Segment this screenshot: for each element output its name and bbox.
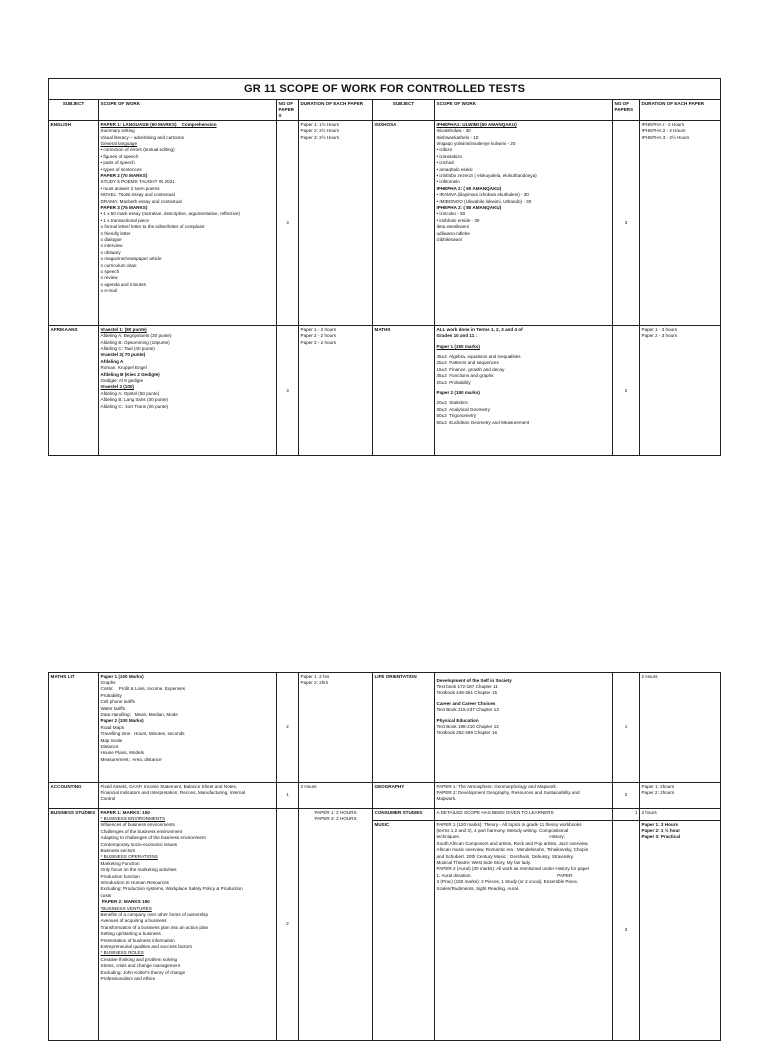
scope-line: • IRAMVA (iilayimani izhokwa ekuthaleni) - 30 — [436, 192, 529, 198]
header-row — [49, 100, 721, 121]
duration-line: Paper 2 - 3 hours — [641, 333, 677, 339]
scope-line: 30±3 Analytical Geometry — [436, 406, 491, 412]
subject-cell: BUSINESS STUDIES — [49, 809, 99, 1041]
table-row — [49, 673, 721, 783]
duration-line: Paper 1 - 3 hours — [641, 326, 677, 332]
table-row — [49, 326, 721, 456]
scope-line: PAPER 1 (120 marks): Theory - All topics in grade 11 theory workbooks — [436, 821, 582, 827]
header-papers: NO OF PAPERS — [277, 100, 299, 121]
scope-line: Probability — [100, 692, 122, 698]
scope-line: PAPER 2 (70 MARKS) — [100, 172, 148, 178]
scope-line: o interview — [100, 243, 123, 249]
scope-line: Career and Career Choices — [436, 700, 496, 706]
scope-cell — [99, 121, 277, 326]
scope-line: House Plans, Models — [100, 750, 144, 756]
scope-line: STUDY 5 POEMS TAUGHT IN 2021 — [100, 179, 175, 185]
scope-line: 20±3 Statistics — [436, 400, 468, 406]
scope-line: Excluding: John Kotter's theory of change — [100, 969, 186, 975]
scope-cell — [99, 783, 277, 809]
scope-line: Professionalism and ethics — [100, 976, 156, 982]
scope-line: o speech — [100, 269, 120, 275]
scope-line: Scales/Rudiments, Sight Reading, Aural. — [436, 885, 520, 891]
duration-line: PAPER 1: 2 HOURS — [314, 809, 357, 815]
table-row — [49, 121, 721, 326]
scope-cell — [99, 673, 277, 783]
scope-line: Grades 10 and 11 : — [436, 333, 478, 339]
scope-line: 1. Aural dictation. PAPER — [436, 872, 573, 878]
scope-line: * BUSINESS ROLES — [100, 950, 144, 956]
scope-line: izibhikiswani — [436, 237, 463, 243]
scope-line: Influences of business environments — [100, 822, 175, 828]
scope-line: o friendly letter — [100, 230, 131, 236]
scope-line: Text book 172-187 Chapter 11 — [436, 683, 498, 689]
scope-line: 20±3 Probability — [436, 379, 471, 385]
duration-line: Paper 2: 2hours — [641, 789, 675, 795]
scope-cell — [435, 821, 613, 1041]
scope-line: • amaqhalo eseisi — [436, 166, 473, 172]
papers-cell: 2 — [277, 809, 299, 1041]
scope-line: Afdeling A: Opstel (50 punte) — [100, 390, 160, 396]
scope-line: • must answer 2 seen poems — [100, 185, 160, 191]
duration-line: IPHEPHA 3 - 2½ Hours — [641, 134, 690, 140]
scope-line: Data Handling: Mean, Median, Mode — [100, 711, 178, 717]
scope-line: Afdeling C: Taal (40 punte) — [100, 345, 155, 351]
scope-line: 15±3 Finance, growth and decay — [436, 366, 505, 372]
scope-line: Ileta esesikweni — [436, 224, 469, 230]
scope-cell — [99, 809, 277, 1041]
scope-line: Entrepreneurial qualities and success factors — [100, 944, 192, 950]
duration-cell — [299, 326, 373, 456]
duration-line: Paper 2 - 2 hours — [300, 333, 336, 339]
header-duration: DURATION OF EACH PAPER — [640, 100, 721, 121]
table-row — [49, 783, 721, 809]
scope-line: Costs: Profit & Loss, Income, Expenses — [100, 686, 186, 692]
page-title: GR 11 SCOPE OF WORK FOR CONTROLLED TESTS — [49, 79, 721, 100]
scope-line: Business sectors — [100, 847, 136, 853]
scope-line: * BUSINESS ENVIRONMENTS — [100, 815, 166, 821]
scope-line: Control — [100, 796, 116, 802]
papers-cell: 3 — [613, 821, 640, 1041]
scope-line: o agenda and minutes — [100, 281, 146, 287]
scope-line: 25±3 Patterns and sequences — [436, 360, 499, 366]
scope-line: NOVEL: Tsotsi essay and contextual — [100, 192, 175, 198]
scope-line: • izimelabizo — [436, 153, 463, 159]
scope-line: Isicatshulwa - 30 — [436, 128, 471, 134]
scope-line: Afdeling B: Lang trans (30 punte) — [100, 397, 168, 403]
scope-line: • izincoko - 50 — [436, 211, 466, 217]
scope-line: PAPER 2 (Aural) (30 marks): All work as mentioned under History for paper — [436, 866, 590, 872]
scope-line: Roman: Kruppel Engel — [100, 365, 147, 371]
header-subject: SUBJECT — [49, 100, 99, 121]
scope-cell — [435, 673, 613, 783]
scope-line: DRAMA: Macbeth essay and contextual — [100, 198, 182, 204]
scope-line: PAPER 2: Development Geography, Resources and Sustainability and — [436, 789, 580, 795]
papers-cell: 1 — [613, 809, 640, 821]
scope-line: General language — [100, 140, 138, 146]
scope-line: Setting up/starting a business — [100, 931, 161, 937]
scope-line: African music overview, Romantic era : Mendelssohn, Tchaikovsky, Chopin — [436, 847, 589, 853]
scope-line: Financial Indicators and Interpretation, Recons, Manufacturing, Internal — [100, 789, 246, 795]
scope-line: 50±3 Euclidean Geometry and Measurement — [436, 419, 530, 425]
scope-cell — [435, 783, 613, 809]
scope-line: Production function — [100, 873, 140, 879]
scope-line: IPHEPHA1: ULWIMI (60 AMANQAKU) — [436, 121, 517, 127]
scope-line: Only focus on the marketing activities — [100, 867, 177, 873]
duration-line: Paper 1: 2hours — [641, 783, 675, 789]
scope-line: costs — [100, 892, 112, 898]
scope-line: IPHEPHA 2: ( 60 AMANQAKU) — [436, 185, 502, 191]
papers-cell: 1 — [613, 673, 640, 783]
scope-line: Creative thinking and problem solving — [100, 956, 178, 962]
duration-line: Paper 1 - 2 hours — [300, 326, 336, 332]
scope-line: IPHEPHA 3: ( 80 AMANQAKU) — [436, 205, 502, 210]
duration-cell: 2 hours — [640, 809, 721, 821]
scope-line: • 1 x 50 mark essay (narrative, descriptive, argumentative, reflective) — [100, 211, 240, 217]
subject-cell: GEOGRAPHY — [373, 783, 435, 809]
duration-cell — [640, 326, 721, 456]
scope-line: Cell phone tariffs — [100, 699, 135, 705]
scope-line: Text Book 198-210 Chapter 12 — [436, 723, 499, 729]
scope-line: Presentation of business information — [100, 937, 175, 943]
duration-cell — [640, 673, 721, 783]
scope-line: PAPER 1: The Atmosphere, Geomorphology and Mapwork. — [436, 783, 558, 789]
subject-cell: MUSIC — [373, 821, 435, 1041]
duration-line: PAPER 2: 2 HOURS — [314, 815, 357, 821]
scope-line: Mapwork. — [436, 796, 457, 802]
scope-line: Marketing Function — [100, 860, 140, 866]
scope-line: • imibhalo emide - 30 — [436, 217, 480, 223]
header-papers: NO OF PAPERS — [613, 100, 640, 121]
scope-line: Contemporary socio-economic issues — [100, 841, 178, 847]
subject-cell: ENGLISH — [49, 121, 99, 326]
scope-line: udliwano-ndlebe — [436, 230, 470, 236]
duration-line: Paper 1: 1½ Hours — [300, 121, 340, 127]
scope-line: Avenues of acquiring a business — [100, 918, 167, 924]
scope-line: Afdeling B (Kies 2 Gedigte) — [100, 371, 160, 377]
scope-line: Map Scale — [100, 737, 123, 743]
scope-cell — [99, 326, 277, 456]
scope-line: Afdeling C: kort Trans (20 punte) — [100, 403, 169, 409]
duration-line: Paper 3 - 2 hours — [300, 339, 336, 345]
duration-cell — [299, 809, 373, 1041]
scope-line: • izihlomelo — [436, 179, 460, 185]
scope-line: o review — [100, 275, 118, 281]
scope-line: Paper 1 (100 Marks) — [100, 673, 144, 679]
scope-table-top — [48, 78, 721, 456]
scope-line: Paper 2 (150 marks) — [436, 389, 480, 395]
table-row — [49, 809, 721, 821]
scope-line: • parts of speech — [100, 160, 135, 166]
header-subject: SUBJECT — [373, 100, 435, 121]
duration-line: 2 Hours — [300, 783, 317, 789]
scope-line: PAPER 1: LANGUAGE (60 MARKS) Comprehension — [100, 121, 217, 127]
papers-cell: 3 — [613, 121, 640, 326]
duration-line: IPHEPHA 2 - 2 Hours — [641, 128, 686, 134]
scope-cell — [435, 326, 613, 456]
scope-line: techniques. History: — [436, 834, 565, 840]
duration-line: Paper 2: 1 ½ hour — [641, 827, 681, 833]
scope-line: Visual literacy – advertising and cartoons — [100, 134, 184, 140]
scope-line: Afdeling B: Opsomming (10punte) — [100, 339, 170, 345]
scope-line: 50±3 Trigonometry — [436, 413, 477, 419]
scope-line: Textbook 248-261 Chapter 15 — [436, 690, 498, 696]
scope-line: Vraestel 3 (100) — [100, 384, 134, 390]
scope-line: Musical Theatre: West Side Story, My fair lady. — [436, 859, 532, 865]
scope-line: Fixed Assets, GAAP, Income Statement, Balance Sheet and Notes, — [100, 783, 238, 789]
duration-line: Paper 2: 2hrs — [300, 679, 329, 685]
header-scope: SCOPE OF WORK — [99, 100, 277, 121]
scope-line: PAPER 1: MARKS: 150 — [100, 809, 150, 815]
scope-line: • figures of speech — [100, 153, 139, 159]
scope-line: PAPER 2: MARKS 150 — [100, 899, 150, 905]
scope-line: ALL work done in Terms 1, 2, 3 and 4 of — [436, 326, 523, 332]
scope-line: Textbook 262-269 Chapter 16 — [436, 730, 498, 736]
scope-line: Introduction to Human Resources — [100, 879, 169, 885]
scope-line: 45±3 Algebra, equations and inequalities — [436, 353, 521, 359]
duration-cell — [299, 783, 373, 809]
scope-line: Paper 1 (150 marks) — [436, 343, 480, 349]
scope-line: • izichazi — [436, 160, 455, 166]
scope-line: Development of the Self in Society — [436, 677, 512, 683]
scope-line: • izintlobo zezenzi ( elokuyalela, elokuthandonya) — [436, 172, 537, 178]
scope-line: Measurement; Area, distance — [100, 756, 162, 762]
scope-line: Road Maps — [100, 724, 124, 730]
papers-cell: 2 — [613, 326, 640, 456]
scope-line: o curriculum vitae — [100, 262, 137, 268]
duration-line: Paper 1: 2 hrs — [300, 673, 330, 679]
duration-line: IPHEPHA I - 2 Hours — [641, 121, 685, 127]
scope-line: Imigaqo yolwimi/inxalenye kolwimi - 20 — [436, 140, 516, 146]
duration-line: 2 Hours — [641, 673, 658, 679]
scope-line: o magazine/newspaper article — [100, 256, 162, 262]
subject-cell: MATHS — [373, 326, 435, 456]
scope-cell: A DETAILED SCOPE HAS BEEN GIVEN TO LEARNERS — [435, 809, 613, 821]
scope-line: o dialogue — [100, 237, 122, 243]
duration-line: Paper 3: 2½ Hours — [300, 134, 340, 140]
scope-line: Transformation of a business plan into an action plan — [100, 924, 209, 930]
papers-cell: 1 — [277, 783, 299, 809]
scope-line: 3 (Prac) (150 marks): 2 Pieces, 1 Study (or 2 vocal), Ensemble Piece, — [436, 879, 579, 885]
subject-cell: CONSUMER STUDIES — [373, 809, 435, 821]
scope-line: • types of sentences — [100, 166, 142, 172]
scope-line: Gedigte: Al 8 gedigte — [100, 377, 144, 383]
scope-line: (terms 1,2 and 3), 4 part harmony, Melody writing. Compositional — [436, 827, 569, 833]
scope-line: Stress, crisis and change management — [100, 963, 180, 969]
duration-cell — [640, 121, 721, 326]
duration-line: Paper 2: 2½ Hours — [300, 128, 340, 134]
scope-line: o obituary — [100, 249, 121, 255]
scope-line: Afdeling A — [100, 358, 124, 364]
duration-line: Paper 1: 3 Hours — [641, 821, 679, 827]
scope-line: Water tariffs — [100, 705, 126, 711]
scope-line: Graphs — [100, 679, 116, 685]
subject-cell: LIFE ORIENTATION — [373, 673, 435, 783]
scope-line: • correction of errors (textual editing) — [100, 147, 175, 153]
papers-cell: 2 — [277, 673, 299, 783]
scope-line: • 1 x transactional piece — [100, 217, 150, 223]
scope-line: • IMIBONGO (Ukwabilo lokwimi, Uthando) - 30 — [436, 198, 532, 204]
scope-line: South African Composers and artists, Rock and Pop artists, Jazz overview, — [436, 840, 589, 846]
scope-line: Benefits of a company over other forms of ownership — [100, 912, 208, 917]
header-scope: SCOPE OF WORK — [435, 100, 613, 121]
duration-cell — [299, 121, 373, 326]
scope-line: • izibizo — [436, 147, 453, 153]
title-row — [49, 79, 721, 100]
scope-line: o formal letter/ letter to the editor/letter of complaint — [100, 224, 205, 230]
duration-cell — [640, 821, 721, 1041]
scope-line: Summary writing — [100, 128, 135, 134]
scope-line: Vraestel 2( 70 punte) — [100, 352, 146, 358]
duration-cell — [299, 673, 373, 783]
subject-cell: ISIXHOSA — [373, 121, 435, 326]
papers-cell: 3 — [277, 121, 299, 326]
scope-line: and Schubert. 20th Century Music : Gershwin, Debussy, Stravinsky. — [436, 853, 574, 859]
header-duration: DURATION OF EACH PAPER — [299, 100, 373, 121]
scope-line: Paper 2 (100 Marks) — [100, 718, 144, 724]
scope-line: PAPER 3 (75 MARKS) — [100, 205, 148, 210]
papers-cell: 2 — [613, 783, 640, 809]
scope-line: Vraestel 1: (80 punte) — [100, 326, 147, 332]
scope-line: * BUSINESS OPERATIONS — [100, 854, 158, 860]
scope-line: Challenges of the business environment — [100, 828, 183, 834]
scope-line: Excluding: Production systems, Workplace Safety Policy & Production — [100, 886, 243, 892]
scope-line: Physical Education — [436, 717, 479, 723]
subject-cell: ACCOUNTING — [49, 783, 99, 809]
scope-line: Text Book 215-237 Chapter 13 — [436, 707, 499, 713]
scope-line: o e-mail — [100, 288, 117, 294]
scope-table-bottom — [48, 672, 721, 1041]
papers-cell: 3 — [277, 326, 299, 456]
duration-cell — [640, 783, 721, 809]
scope-cell — [435, 121, 613, 326]
scope-line: Distance — [100, 743, 119, 749]
scope-line: Adapting to challenges of the business environment — [100, 835, 206, 841]
subject-cell: AFRIKAANS — [49, 326, 99, 456]
subject-cell: MATHS LIT — [49, 673, 99, 783]
scope-line: Isishwankathelo - 10 — [436, 134, 479, 140]
scope-line: Travelling time: Hours, Minutes, seconds — [100, 731, 185, 737]
duration-line: Paper 3: Practical — [641, 834, 681, 840]
scope-line: Afdeling A: Begripstoets (30 punte) — [100, 333, 172, 339]
scope-line: *BUSINESS VENTURES — [100, 905, 152, 911]
scope-line: 45±3 Functions and graphs — [436, 373, 494, 379]
